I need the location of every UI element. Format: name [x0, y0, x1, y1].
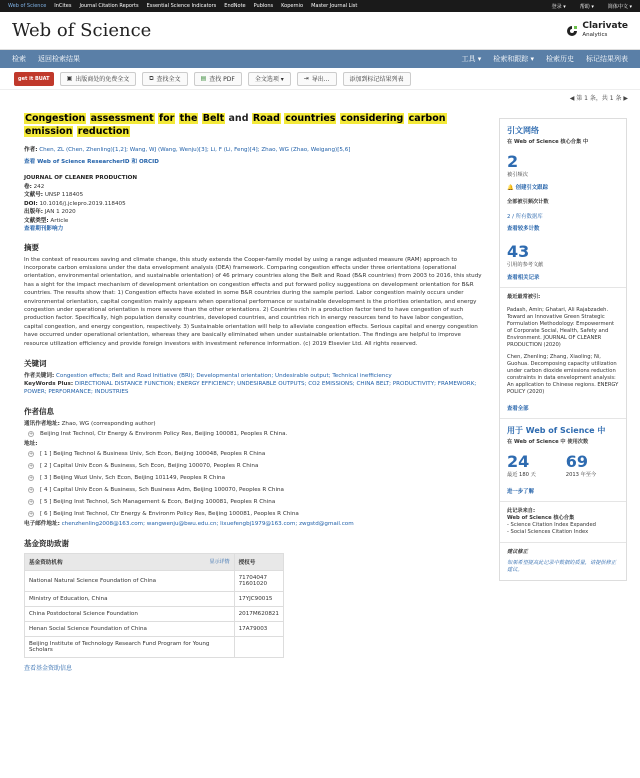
funding-grant	[234, 636, 283, 657]
record-toolbar	[0, 68, 640, 90]
all-times-cited-label: 全部被引频次计数	[507, 199, 549, 205]
volume-label: 卷:	[24, 183, 32, 190]
funding-col-grant: 授权号	[234, 553, 283, 570]
nav-item[interactable]: 标记结果列表	[586, 55, 628, 63]
usage-2013-label: 2013 年至今	[565, 472, 597, 478]
create-alert-link[interactable]: 🔔 创建引文跟踪	[507, 185, 548, 191]
abstract-text: In the context of resources saving and climate change, this study extends the Cooper-family model by using a range adjusted measure (RAM) approach to incorporate carbon emissions under the data envelopment analysis (DEA) framework. Comparing congestion effects under three orientations (operational orientation, environmental orientation, and sustainable orientation) of 46 primary countries along the Belt and Road (B&R countries) from 2003 to 2016, this study has a sight for the impact mechanism of development orientation on congestion effects and put forward policy suggestions on development orientation for B&R countries. The results show that: 1) Congestion effects have existed in some B&R countries during the sample period. Labor congestion mainly occurs under environmental orientation, capital congestion mainly appears when operational performance or sustainable development is the priorities orientation, and energy congestion under operational orientation is more severe than the other orientations. 2) Countries rich in a production factor tend to have congestion of such production factor. Specifically, high population density countries, developed countries, and countries rich in energy resources tend to have labor congestion, capital congestion, and energy congestion, respectively. 3) Sustainable orientation will help to alleviate congestion effects. Serious capital and energy congestion have occurred under operational orientation, whereas they are basically eliminated when under sustainable orientation. The findings are helpful to improve resource utilization efficiency and provide foreign investors with investment reference information. (c) 2019 Elsevier Ltd. All rights reserved.	[24, 256, 482, 347]
recent-cited-heading: 最近最常被引:	[507, 294, 541, 300]
title-word: reduction	[77, 126, 130, 137]
doi-value: 10.1016/j.jclepro.2019.118405	[39, 200, 126, 207]
funding-agency: Beijing Institute of Technology Research Fund Program for Young Scholars	[25, 636, 235, 657]
funding-row	[25, 570, 284, 591]
bell-icon: 🔔	[507, 185, 514, 191]
funding-row	[25, 591, 284, 606]
title-word: for	[159, 113, 175, 124]
getit-button[interactable]: get it BUAT	[14, 72, 54, 86]
title-word: assessment	[90, 113, 154, 124]
addresses-label: 地址:	[24, 440, 38, 447]
citation-network-heading: 引文网络	[507, 126, 539, 135]
topbar-menu[interactable]: 简体中文 ▾	[607, 3, 632, 10]
funding-col-agency: 基金资助机构 显示详情	[25, 553, 235, 570]
volume-value: 242	[33, 183, 45, 190]
address-row	[24, 484, 482, 496]
export-label: 导出...	[311, 76, 330, 83]
title-word: the	[179, 113, 198, 124]
address-text: [ 3 ] Beijing Wuzi Univ, Sch Econ, Beijing 101149, Peoples R China	[40, 474, 226, 481]
clarivate-logo[interactable]	[566, 22, 628, 40]
funding-grant: 71704047 71601020	[234, 570, 283, 591]
more-counts-link[interactable]: 查看较多计数	[507, 226, 540, 232]
authors-links[interactable]: Chen, ZL (Chen, Zhenling)[1,2]; Wang, WJ (Wang, Wenju)[3]; Li, F (Li, Feng)[4]; Zhao, WG (Zhao, Weigang)[5,6]	[39, 147, 351, 153]
find-fulltext-label: 查找全文	[156, 76, 181, 83]
topbar-menu[interactable]: 登录 ▾	[551, 3, 566, 10]
times-cited-label: 被引频次	[507, 172, 528, 178]
topbar-link[interactable]: Publons	[253, 3, 274, 9]
topbar-link[interactable]: Essential Science Indicators	[146, 3, 217, 9]
address-text: [ 1 ] Beijing Technol & Business Univ, Sch Econ, Beijing 100048, Peoples R China	[40, 450, 266, 457]
keywords-heading: 关键词	[24, 358, 47, 368]
address-row	[24, 472, 482, 484]
address-row	[24, 460, 482, 472]
title-word: considering	[340, 113, 404, 124]
pub-date-value: JAN 1 2020	[44, 209, 76, 215]
topbar-link[interactable]: Kopernio	[281, 3, 304, 9]
source-index-2: - Social Sciences Citation Index	[507, 529, 589, 535]
title-word: Belt	[202, 113, 225, 124]
source-index-1: - Science Citation Index Expanded	[507, 522, 596, 528]
export-button[interactable]	[297, 72, 337, 86]
address-text: [ 5 ] Beijing Inst Technol, Sch Management & Econ, Beijing 100081, Peoples R China	[40, 498, 276, 505]
article-title: Congestion assessment for the Belt and Road countries considering carbon emission reduction	[25, 113, 446, 137]
record-pager[interactable]: ◀ 第 1 条，共 1 条 ▶	[569, 94, 628, 102]
usage-2013-count: 69	[565, 452, 589, 471]
nav-item[interactable]: 工具 ▾	[461, 55, 482, 63]
source-db: Web of Science 核心合集	[507, 515, 575, 521]
funding-heading: 基金资助致谢	[24, 538, 69, 548]
address-row	[24, 508, 482, 520]
address-text: [ 6 ] Beijing Inst Technol, Ctr Energy & Environm Policy Res, Beijing 100081, Peoples R China	[40, 510, 299, 517]
expand-icon[interactable]: +	[29, 486, 34, 493]
recent-citing-item[interactable]: Padash, Amin; Ghatari, Ali Rajabzadeh. Toward an Innovative Green Strategic Formulation Methodology: Empowerment of Corporate Social, Health, Safety and Environment. JOURNAL OF CLEANER PRODUCTION (2020)	[507, 307, 615, 348]
show-details-link[interactable]: 显示详情	[209, 558, 230, 565]
nav-item[interactable]: 返回检索结果	[38, 55, 80, 63]
view-all-link[interactable]: 查看全部	[507, 406, 529, 412]
learn-more-link[interactable]: 进一步了解	[507, 489, 534, 495]
author-keywords[interactable]: Congestion effects; Belt and Road Initiative (BRI); Developmental orientation; Undesirable output; Technical inefficiency	[56, 372, 392, 379]
funding-agency: China Postdoctoral Science Foundation	[25, 606, 235, 621]
find-pdf-label: 查找 PDF	[209, 76, 235, 83]
expand-icon[interactable]: +	[29, 462, 34, 469]
main-nav	[0, 50, 640, 68]
funding-table	[24, 553, 284, 658]
title-word: carbon	[408, 113, 446, 124]
funding-agency: Henan Social Science Foundation of China	[25, 621, 235, 636]
expand-icon[interactable]: +	[29, 474, 34, 481]
doc-type-label: 文献类型:	[24, 217, 49, 224]
usage-heading: 用于 Web of Science 中	[507, 426, 606, 435]
logo-sub: Analytics	[582, 31, 608, 38]
funding-grant: 17YJC90015	[234, 591, 283, 606]
topbar-link[interactable]: Journal Citation Reports	[79, 3, 139, 9]
funding-agency: National Natural Science Foundation of China	[25, 570, 235, 591]
doc-type-value: Article	[50, 217, 69, 224]
link-icon: ⧉	[149, 74, 154, 82]
free-fulltext-label: 出版商处的免费全文	[75, 76, 130, 83]
corr-address: Beijing Inst Technol, Ctr Energy & Environm Policy Res, Beijing 100081, Peoples R China.	[40, 430, 288, 437]
corr-author: Zhao, WG (corresponding author)	[61, 420, 156, 427]
pdf-icon: ▤	[200, 75, 207, 82]
clarivate-logo-icon	[566, 25, 578, 37]
related-records-link[interactable]: 查看相关记录	[507, 275, 540, 281]
global-topbar	[0, 0, 640, 12]
title-word: emission	[25, 126, 73, 137]
usage-180-count: 24	[507, 452, 530, 471]
references-label: 引用的参考文献	[507, 262, 544, 268]
view-funding-link[interactable]: 查看基金资助信息	[24, 664, 73, 672]
suggest-heading: 建议修正	[507, 549, 528, 555]
abstract-heading: 摘要	[24, 242, 39, 252]
title-word: countries	[285, 113, 336, 124]
nav-item[interactable]: 检索和跟踪 ▾	[493, 55, 534, 63]
article-no-label: 文献号:	[24, 192, 44, 198]
researcher-id-link[interactable]: 查看 Web of Science ResearcherID 和 ORCID	[24, 159, 159, 165]
expand-icon[interactable]: +	[29, 498, 34, 505]
expand-icon[interactable]: +	[29, 510, 34, 517]
find-fulltext-button[interactable]	[142, 72, 187, 86]
topbar-link[interactable]: Master Journal List	[311, 3, 358, 9]
title-word: Road	[252, 113, 280, 124]
core-collection-label: 在 Web of Science 核心合集 中	[507, 139, 589, 145]
journal-impact-link[interactable]: 查看期刊影响力	[24, 226, 64, 232]
address-text: [ 2 ] Capital Univ Econ & Business, Sch Econ, Beijing 100070, Peoples R China	[40, 462, 259, 469]
brand-title[interactable]: Web of Science	[12, 20, 152, 41]
sidebar	[499, 118, 627, 581]
address-row	[24, 448, 482, 460]
author-keywords-label: 作者关键词:	[24, 372, 55, 379]
suggest-correction-link[interactable]: 如果希望提高此记录中数据的质量，请提供修正建议。	[507, 560, 616, 573]
funding-grant: 2017M620821	[234, 606, 283, 621]
doi-label: DOI:	[24, 200, 38, 207]
funding-row	[25, 606, 284, 621]
keywords-plus[interactable]: DIRECTIONAL DISTANCE FUNCTION; ENERGY EFFICIENCY; UNDESIRABLE OUTPUTS; CO2 EMISSIONS; CHINA BELT; PRODUCTIVITY; FRAMEWORK; POWER; PERFORMANCE; INDUSTRIES	[24, 380, 477, 395]
title-word: Congestion	[25, 113, 86, 124]
expand-icon[interactable]: +	[29, 450, 34, 457]
find-pdf-button[interactable]	[194, 72, 242, 86]
topbar-link[interactable]: EndNote	[224, 3, 246, 9]
topbar-menu[interactable]: 帮助 ▾	[579, 3, 594, 10]
document-icon: ▣	[66, 75, 73, 82]
funding-row	[25, 636, 284, 657]
email-label: 电子邮件地址:	[24, 520, 60, 527]
all-db-link[interactable]: 2 / 所有数据库	[507, 214, 543, 220]
nav-item[interactable]: 检索	[12, 55, 26, 63]
corr-label: 通讯作者地址:	[24, 420, 60, 427]
article-no-value: UNSP 118405	[44, 192, 84, 198]
journal-name[interactable]: JOURNAL OF CLEANER PRODUCTION	[24, 175, 138, 181]
page-header	[0, 12, 640, 50]
keywords-plus-label: KeyWords Plus:	[24, 380, 74, 387]
funding-agency: Ministry of Education, China	[25, 591, 235, 606]
fulltext-options-dropdown[interactable]: 全文选项 ▾	[248, 72, 291, 86]
add-marked-list-button[interactable]: 添加到标记结果列表	[343, 72, 411, 86]
address-row	[24, 496, 482, 508]
source-heading: 此记录来自:	[507, 508, 536, 514]
expand-icon[interactable]: +	[29, 430, 34, 437]
topbar-link[interactable]: InCites	[54, 3, 72, 9]
authors-line	[24, 146, 482, 154]
record-main	[24, 112, 482, 672]
funding-grant: 17A79003	[234, 621, 283, 636]
free-fulltext-button[interactable]	[60, 72, 137, 86]
usage-180-label: 最近 180 天	[507, 472, 536, 478]
address-text: [ 4 ] Capital Univ Econ & Business, Sch Business Adm, Beijing 100070, Peoples R China	[40, 486, 284, 493]
references-count[interactable]: 43	[507, 242, 530, 261]
funding-row	[25, 621, 284, 636]
authors-label: 作者:	[24, 147, 38, 153]
export-icon: ⇥	[303, 75, 309, 82]
topbar-link[interactable]: Web of Science	[8, 3, 47, 9]
usage-sublabel: 在 Web of Science 中 使用次数	[507, 439, 589, 445]
nav-item[interactable]: 检索历史	[546, 55, 574, 63]
author-info-heading: 作者信息	[24, 406, 54, 416]
pub-date-label: 出版年:	[24, 209, 44, 215]
recent-citing-item[interactable]: Chen, Zhenling; Zhang, Xiaoling; Ni, Guohua. Decomposing capacity utilization under carbon dioxide emissions reduction constraints in data envelopment analysis: An application to Chinese regions. ENERGY POLICY (2020)	[507, 354, 619, 395]
email-links[interactable]: chenzhenling2008@163.com; wangwenju@bwu.edu.cn; lixuefengbj1979@163.com; zwgstd@gmail.com	[61, 520, 354, 527]
times-cited-count[interactable]: 2	[507, 152, 519, 171]
logo-name: Clarivate	[582, 20, 628, 31]
